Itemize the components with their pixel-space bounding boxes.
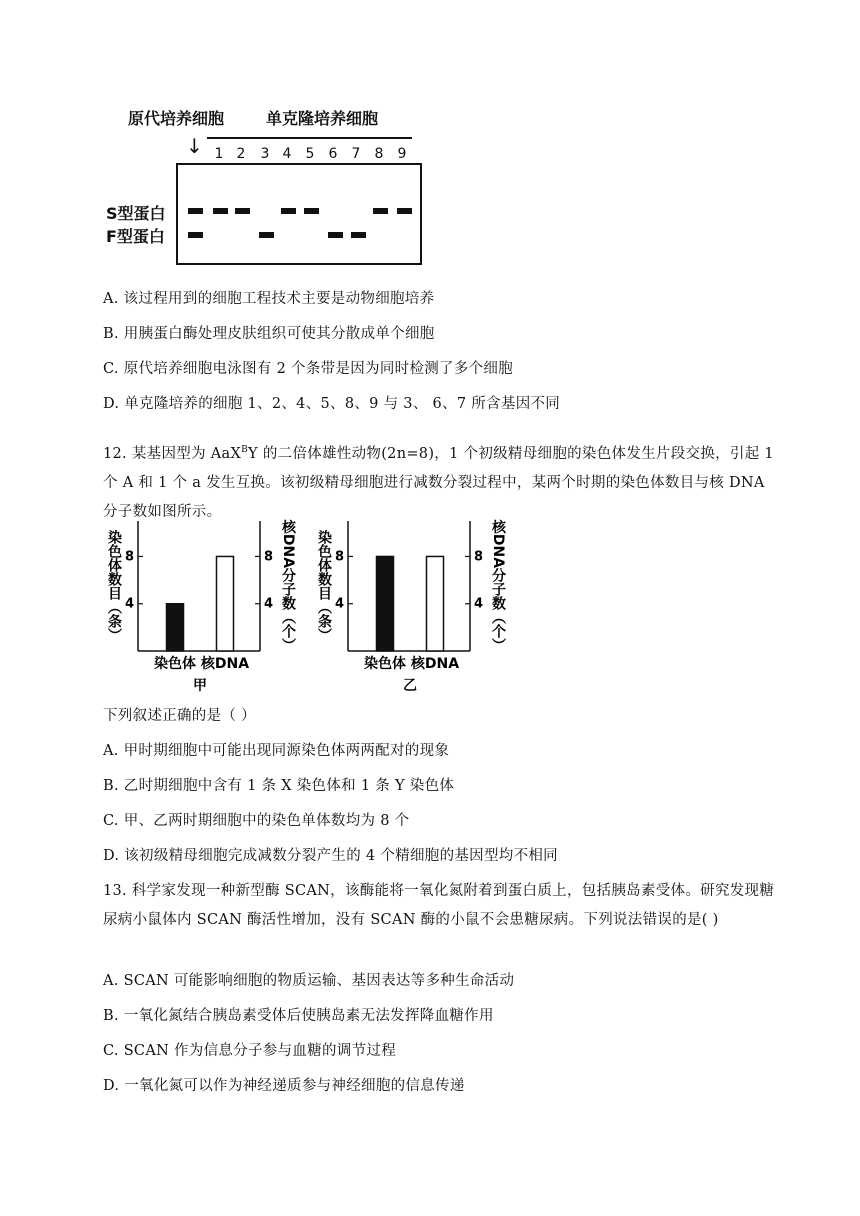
gel-label-primary: 原代培养细胞 <box>128 109 225 128</box>
q13-option-d: D. 一氧化氮可以作为神经递质参与神经细胞的信息传递 <box>103 1078 465 1094</box>
f-band <box>188 232 203 238</box>
bar-charts <box>100 515 520 700</box>
f-band <box>259 232 274 238</box>
monoclonal-bracket-line <box>207 137 412 139</box>
bar <box>377 556 394 651</box>
q13-stem: 13. 科学家发现一种新型酶 SCAN，该酶能将一氧化氮附着到蛋白质上，包括胰岛素受体。研究发现糖尿病小鼠体内 SCAN 酶活性增加，没有 SCAN 酶的小鼠不会患糖尿病。下列说法错误的是( ) <box>103 883 775 928</box>
lane-number: 9 <box>397 146 407 162</box>
q12-stem: 12. 某基因型为 AaX$^B$Y 的二倍体雄性动物(2n=8)，1 个初级精母细胞的染色体发生片段交换，引起 1 个 A 和 1 个 a 发生互换。该初级精母细胞进行减数分裂过程中，某两个时期的染色体数目与核 DNA 分子数如图所示。 <box>103 445 774 520</box>
y-label-right: 核DNA分子数（个） <box>280 519 296 653</box>
q13-option-c: C. SCAN 作为信息分子参与血糖的调节过程 <box>103 1043 396 1059</box>
category-label: 染色体 <box>154 656 196 672</box>
tick-label-left: 4 <box>124 596 134 612</box>
s-band <box>235 208 250 214</box>
gel-label-monoclonal: 单克隆培养细胞 <box>266 109 379 128</box>
s-band <box>188 208 203 214</box>
q11-option-d: D. 单克隆培养的细胞 1、2、4、5、8、9 与 3、 6、7 所含基因不同 <box>103 396 561 412</box>
q12-option-d: D. 该初级精母细胞完成减数分裂产生的 4 个精细胞的基因型均不相同 <box>103 848 558 864</box>
tick-label-left: 8 <box>334 549 344 565</box>
bar <box>167 604 184 651</box>
lane-number: 7 <box>351 146 361 162</box>
s-band <box>373 208 388 214</box>
q11-option-c: C. 原代培养细胞电泳图有 2 个条带是因为同时检测了多个细胞 <box>103 361 514 377</box>
q12-question: 下列叙述正确的是（ ） <box>103 708 256 724</box>
bar <box>217 556 234 651</box>
tick-label-right: 4 <box>474 596 484 612</box>
q13-option-b: B. 一氧化氮结合胰岛素受体后使胰岛素无法发挥降血糖作用 <box>103 1008 494 1024</box>
category-label: 核DNA <box>410 656 460 672</box>
f-band <box>328 232 343 238</box>
lane-number: 3 <box>260 146 270 162</box>
row-label-s: S型蛋白 <box>106 204 166 223</box>
tick-label-left: 4 <box>334 596 344 612</box>
tick-label-left: 8 <box>124 549 134 565</box>
s-band <box>304 208 319 214</box>
chart-title: 乙 <box>403 678 417 694</box>
f-band <box>351 232 366 238</box>
lane-number: 8 <box>374 146 384 162</box>
chart-title: 甲 <box>193 678 207 694</box>
chart-jia <box>106 519 297 694</box>
lane-number: 6 <box>328 146 338 162</box>
s-band <box>213 208 228 214</box>
tick-label-right: 8 <box>474 549 484 565</box>
q13-option-a: A. SCAN 可能影响细胞的物质运输、基因表达等多种生命活动 <box>103 973 515 989</box>
row-label-f: F型蛋白 <box>106 227 165 246</box>
y-label-left: 染色体数目（条） <box>106 530 122 642</box>
gel-frame <box>176 163 422 265</box>
lane-number: 1 <box>214 146 224 162</box>
tick-label-right: 8 <box>264 549 274 565</box>
q11-option-a: A. 该过程用到的细胞工程技术主要是动物细胞培养 <box>103 291 435 307</box>
q12-option-a: A. 甲时期细胞中可能出现同源染色体两两配对的现象 <box>103 743 450 759</box>
category-label: 核DNA <box>200 656 250 672</box>
y-label-left: 染色体数目（条） <box>316 530 332 642</box>
arrow-down-icon: ↓ <box>186 134 203 158</box>
lane-number: 5 <box>305 146 315 162</box>
q12-option-b: B. 乙时期细胞中含有 1 条 X 染色体和 1 条 Y 染色体 <box>103 778 455 794</box>
q11-option-b: B. 用胰蛋白酶处理皮肤组织可使其分散成单个细胞 <box>103 326 435 342</box>
lane-number: 2 <box>236 146 246 162</box>
lane-number: 4 <box>282 146 292 162</box>
tick-label-right: 4 <box>264 596 274 612</box>
category-label: 染色体 <box>364 656 406 672</box>
y-label-right: 核DNA分子数（个） <box>490 519 506 653</box>
chart-yi <box>316 519 507 694</box>
bar <box>427 556 444 651</box>
s-band <box>281 208 296 214</box>
q12-option-c: C. 甲、乙两时期细胞中的染色单体数均为 8 个 <box>103 813 410 829</box>
s-band <box>397 208 412 214</box>
